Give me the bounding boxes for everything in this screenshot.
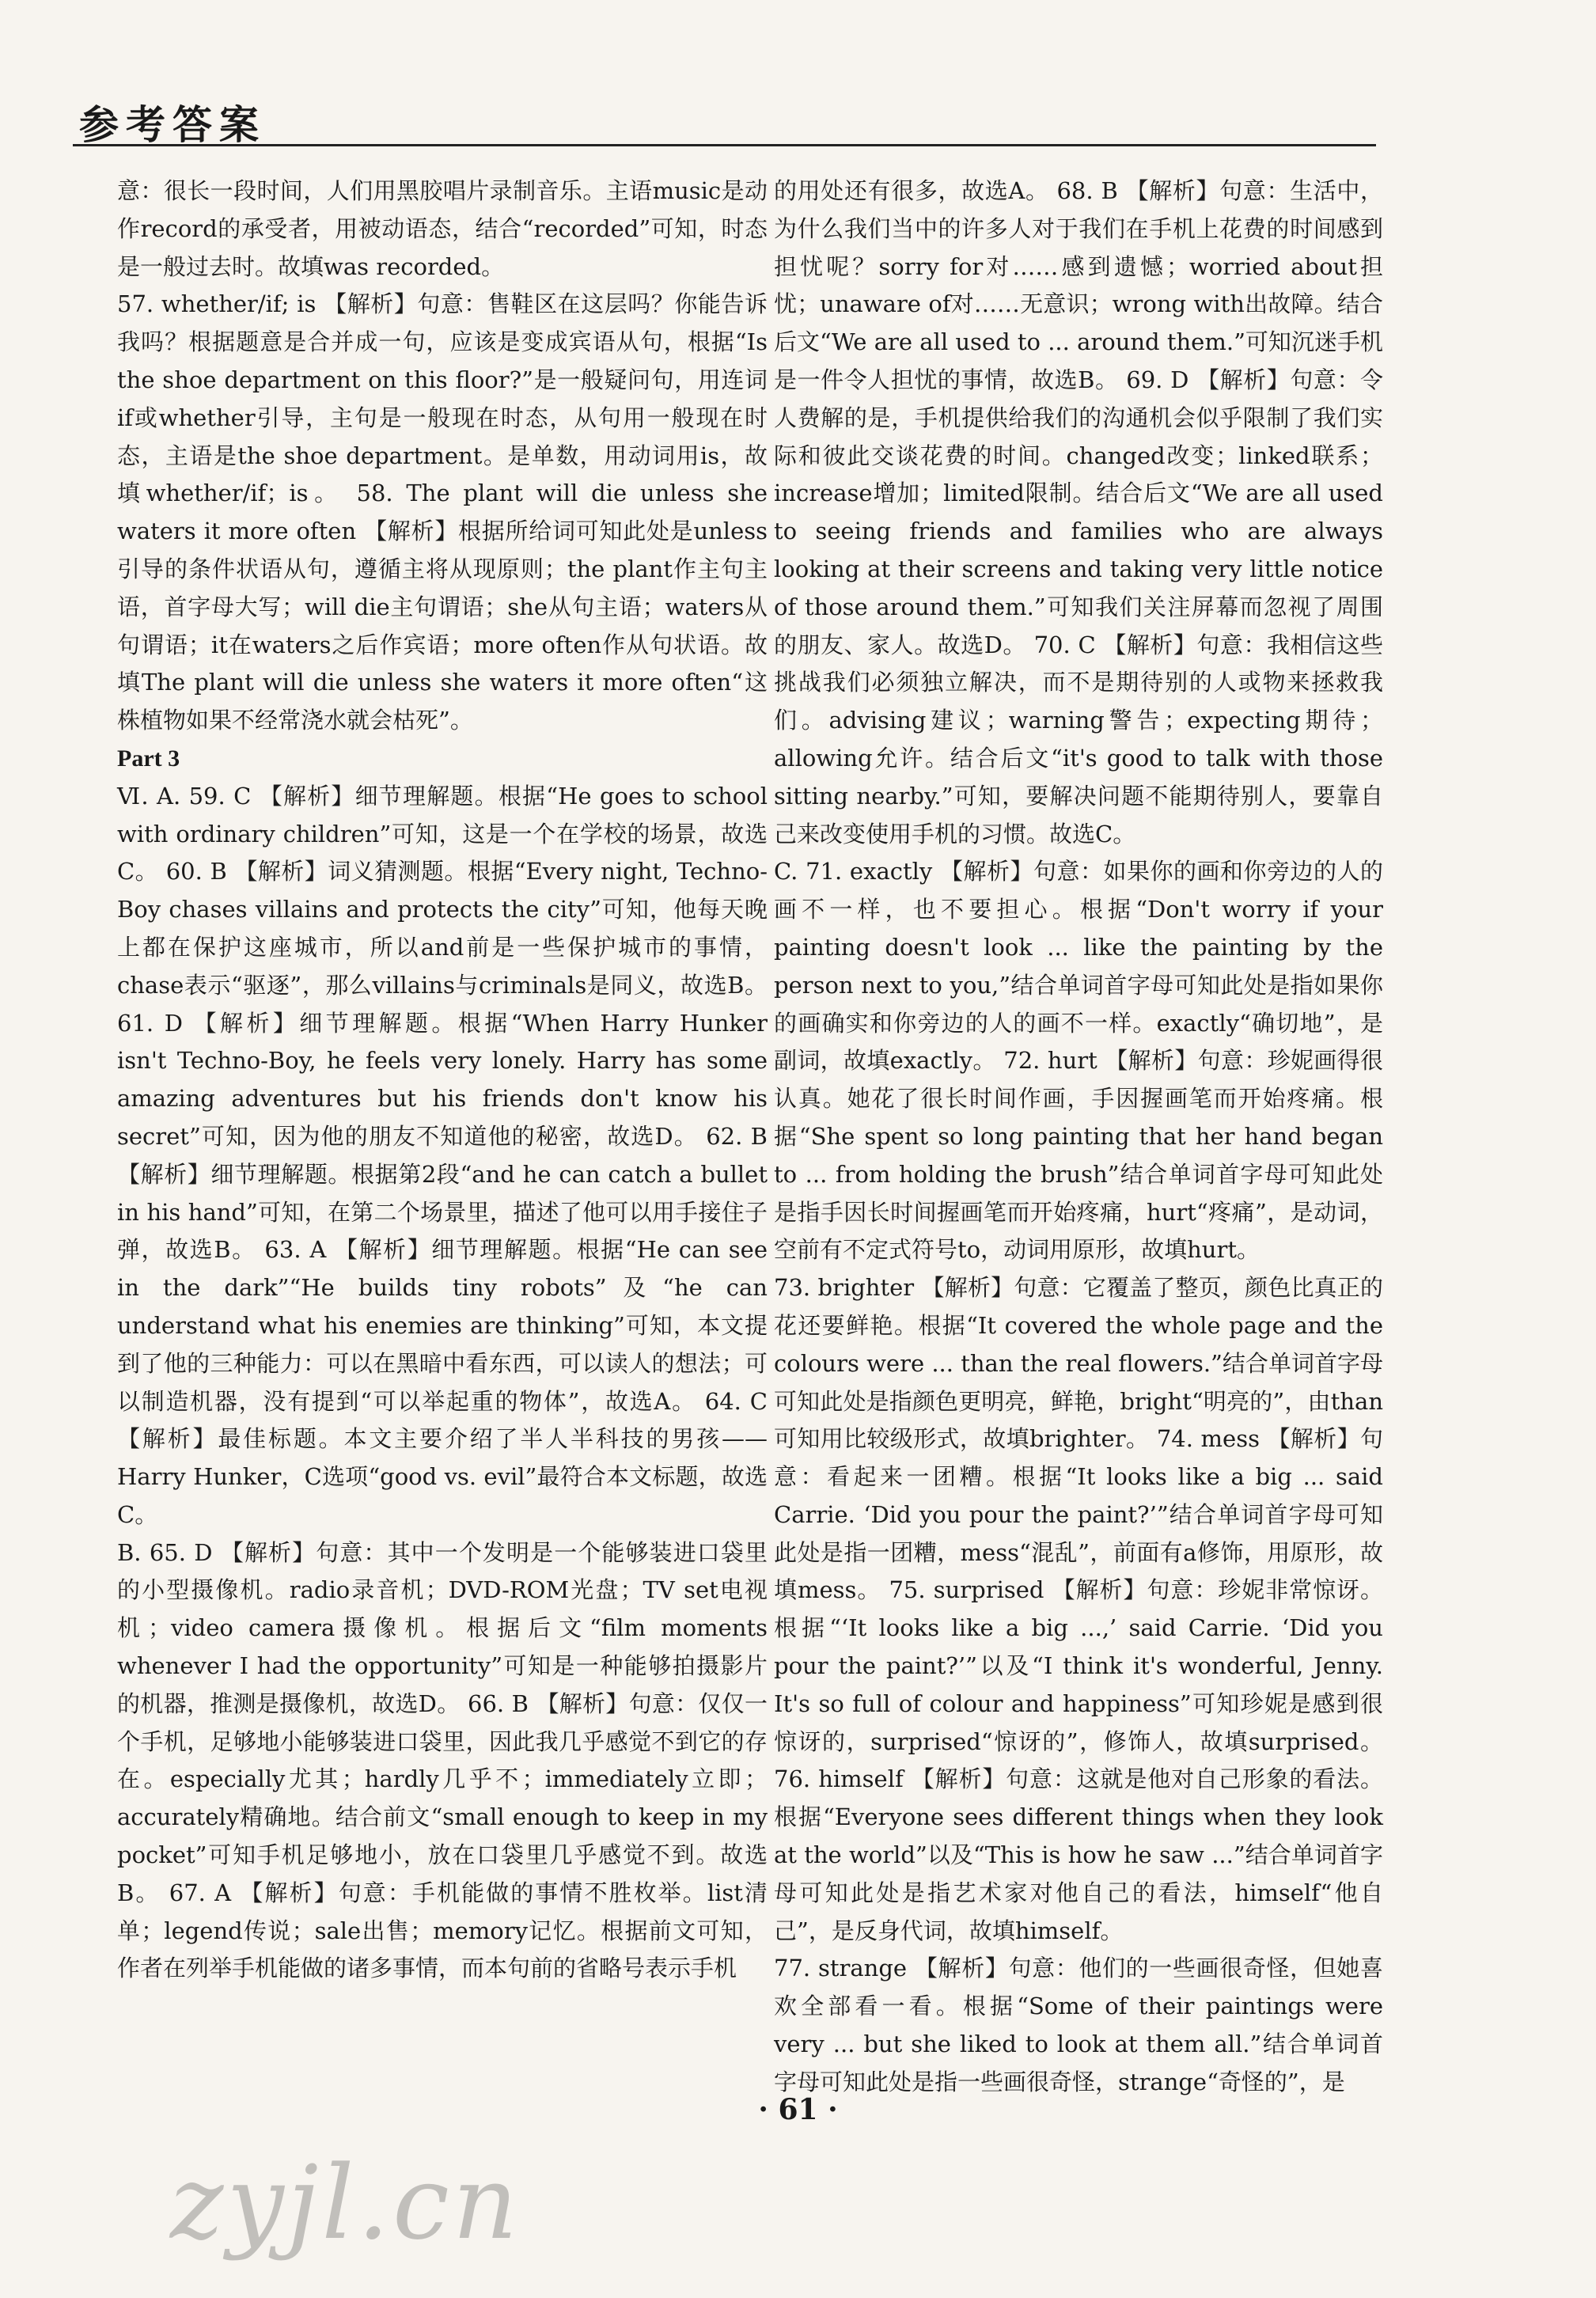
paragraph: 57. whether/if; is 【解析】句意：售鞋区在这层吗？你能告诉我吗？根据题意是合并成一句，应该是变成宾语从句，根据“Is the shoe department on this floor?”是一般疑问句，用连词if或whether引导，主句是一般现在时态，从句用一般现在时态，主语是the shoe department。是单数，用动词用is，故填whether/if；is。 58. The plant will die unless she waters it more often 【解析】根据所给词可知此处是unless引导的条件状语从句，遵循主将从现原则；the plant作主句主语，首字母大写；will die主句谓语；she从句主语；waters从句谓语；it在waters之后作宾语；more often作从句状语。故填The plant will die unless she waters it more often“这株植物如果不经常浇水就会枯死”。	[117, 290, 768, 734]
paragraph: C. 71. exactly 【解析】句意：如果你的画和你旁边的人的画不一样，也不要担心。根据“Don't worry if your painting doesn't look ... like the painting by the person next to you,”结合单词首字母可知此处是指如果你的画确实和你旁边的人的画不一样。exactly“确切地”，是副词，故填exactly。 72. hurt 【解析】句意：珍妮画得很认真。她花了很长时间作画，手因握画笔而开始疼痛。根据“She spent so long painting that her hand began to ... from holding the brush”结合单词首字母可知此处是指手因长时间握画笔而开始疼痛，hurt“疼痛”，是动词，空前有不定式符号to，动词用原形，故填hurt。	[774, 858, 1383, 1264]
paragraph: 意：很长一段时间，人们用黑胶唱片录制音乐。主语music是动作record的承受者，用被动语态，结合“recorded”可知，时态是一般过去时。故填was recorded。	[117, 177, 768, 280]
left-column	[117, 173, 768, 1988]
paragraph: 73. brighter 【解析】句意：它覆盖了整页，颜色比真正的花还要鲜艳。根据“It covered the whole page and the colours were ... than the real flowers.”结合单词首字母可知此处是指颜色更明亮，鲜艳，bright“明亮的”，由than可知用比较级形式，故填brighter。 74. mess 【解析】句意：看起来一团糟。根据“It looks like a big ... said Carrie. ‘Did you pour the paint?’”结合单词首字母可知此处是指一团糟，mess“混乱”，前面有a修饰，用原形，故填mess。 75. surprised 【解析】句意：珍妮非常惊讶。根据“‘It looks like a big ...,’ said Carrie. ‘Did you pour the paint?’”以及“I think it's wonderful, Jenny. It's so full of colour and happiness”可知珍妮是感到很惊讶的，surprised“惊讶的”，修饰人，故填surprised。 76. himself 【解析】句意：这就是他对自己形象的看法。根据“Everyone sees different things when they look at the world”以及“This is how he saw ...”结合单词首字母可知此处是指艺术家对他自己的看法，himself“他自己”，是反身代词，故填himself。	[774, 1274, 1383, 1944]
right-column	[774, 173, 1383, 2102]
section-heading: Part 3	[117, 745, 180, 772]
header-title: 参考答案	[79, 102, 266, 148]
watermark-logo: zyjl.cn	[170, 2144, 521, 2262]
paragraph: Ⅵ. A. 59. C 【解析】细节理解题。根据“He goes to school with ordinary children”可知，这是一个在学校的场景，故选C。 60. B 【解析】词义猜测题。根据“Every night, Techno-Boy chases villains and protects the city”可知，他每天晚上都在保护这座城市，所以and前是一些保护城市的事情，chase表示“驱逐”，那么villains与criminals是同义，故选B。 61. D 【解析】细节理解题。根据“When Harry Hunker isn't Techno-Boy, he feels very lonely. Harry has some amazing adventures but his friends don't know his secret”可知，因为他的朋友不知道他的秘密，故选D。 62. B 【解析】细节理解题。根据第2段“and he can catch a bullet in his hand”可知，在第二个场景里，描述了他可以用手接住子弹，故选B。 63. A 【解析】细节理解题。根据“He can see in the dark”“He builds tiny robots”及“he can understand what his enemies are thinking”可知，本文提到了他的三种能力：可以在黑暗中看东西，可以读人的想法；可以制造机器，没有提到“可以举起重的物体”，故选A。 64. C 【解析】最佳标题。本文主要介绍了半人半科技的男孩——Harry Hunker，C选项“good vs. evil”最符合本文标题，故选C。	[117, 782, 768, 1528]
header-divider	[73, 144, 1376, 146]
paragraph: 77. strange 【解析】句意：他们的一些画很奇怪，但她喜欢全部看一看。根据“Some of their paintings were very ... but she liked to look at them all.”结合单词首字母可知此处是指一些画很奇怪，strange“奇怪的”，是	[774, 1955, 1383, 2095]
paragraph: B. 65. D 【解析】句意：其中一个发明是一个能够装进口袋里的小型摄像机。radio录音机；DVD-ROM光盘；TV set电视机；video camera摄像机。根据后文“film moments whenever I had the opportunity”可知是一种能够拍摄影片的机器，推测是摄像机，故选D。 66. B 【解析】句意：仅仅一个手机，足够地小能够装进口袋里，因此我几乎感觉不到它的存在。especially尤其；hardly几乎不；immediately立即；accurately精确地。结合前文“small enough to keep in my pocket”可知手机足够地小，放在口袋里几乎感觉不到。故选B。 67. A 【解析】句意：手机能做的事情不胜枚举。list清单；legend传说；sale出售；memory记忆。根据前文可知，作者在列举手机能做的诸多事情，而本句前的省略号表示手机	[117, 1538, 768, 1982]
paragraph: 的用处还有很多，故选A。 68. B 【解析】句意：生活中，为什么我们当中的许多人对于我们在手机上花费的时间感到担忧呢？sorry for对……感到遗憾；worried about担忧；unaware of对……无意识；wrong with出故障。结合后文“We are all used to ... around them.”可知沉迷手机是一件令人担忧的事情，故选B。 69. D 【解析】句意：令人费解的是，手机提供给我们的沟通机会似乎限制了我们实际和彼此交谈花费的时间。changed改变；linked联系；increase增加；limited限制。结合后文“We are all used to seeing friends and families who are always looking at their screens and taking very little notice of those around them.”可知我们关注屏幕而忽视了周围的朋友、家人。故选D。 70. C 【解析】句意：我相信这些挑战我们必须独立解决，而不是期待别的人或物来拯救我们。advising建议；warning警告；expecting期待；allowing允许。结合后文“it's good to talk with those sitting nearby.”可知，要解决问题不能期待别人，要靠自己来改变使用手机的习惯。故选C。	[774, 177, 1383, 848]
page-header	[73, 93, 1376, 149]
page-number: · 61 ·	[758, 2093, 838, 2126]
